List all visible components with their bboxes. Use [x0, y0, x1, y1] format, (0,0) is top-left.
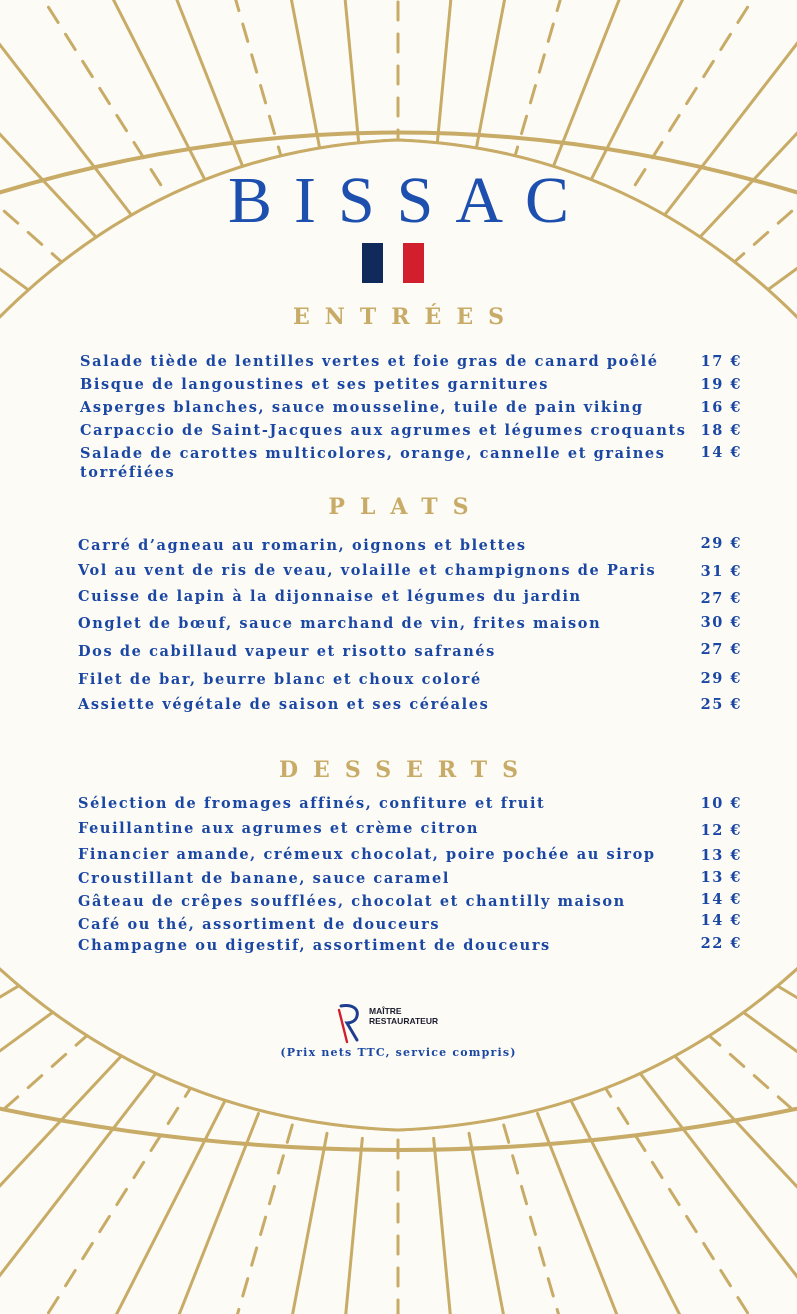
menu-item-name: Feuillantine aux agrumes et crème citron [78, 820, 480, 837]
section-title-entrees: ENTRÉES [293, 304, 519, 330]
menu-item-price: 16 € [700, 399, 742, 416]
menu-item-price: 31 € [700, 563, 742, 580]
menu-item-name: Sélection de fromages affinés, confiture et fruit [78, 795, 546, 812]
badge-line-1: MAÎTRE [369, 1006, 402, 1016]
menu-item-price: 14 € [700, 891, 742, 908]
menu-item-price: 17 € [700, 353, 742, 370]
menu-item-price: 18 € [700, 422, 742, 439]
menu-item-name: Onglet de bœuf, sauce marchand de vin, frites maison [78, 615, 602, 632]
menu-item-name: Cuisse de lapin à la dijonnaise et légumes du jardin [78, 588, 582, 605]
menu-item-price: 14 € [700, 444, 742, 461]
menu-item-price: 19 € [700, 376, 742, 393]
french-flag-icon [362, 243, 424, 283]
menu-item-name: Café ou thé, assortiment de douceurs [78, 916, 441, 933]
menu-item-name: Assiette végétale de saison et ses céréales [78, 696, 490, 713]
flag-stripe-blue [362, 243, 383, 283]
menu-item-price: 12 € [700, 822, 742, 839]
menu-item-price: 30 € [700, 614, 742, 631]
price-note: (Prix nets TTC, service compris) [280, 1046, 517, 1059]
menu-item-name: Dos de cabillaud vapeur et risotto safranés [78, 643, 496, 660]
menu-item-price: 27 € [700, 641, 742, 658]
menu-item-name: Vol au vent de ris de veau, volaille et champignons de Paris [78, 562, 657, 579]
menu-item-price: 10 € [700, 795, 742, 812]
flag-stripe-red [403, 243, 424, 283]
menu-item-name: Filet de bar, beurre blanc et choux coloré [78, 671, 482, 688]
menu-item-price: 29 € [700, 535, 742, 552]
section-title-plats: PLATS [328, 494, 484, 520]
menu-item-price: 27 € [700, 590, 742, 607]
menu-item-price: 14 € [700, 912, 742, 929]
badge-line-2: RESTAURATEUR [369, 1016, 439, 1026]
badge-text [369, 1006, 438, 1026]
restaurant-name: BISSAC [227, 164, 592, 237]
menu-item-price: 25 € [700, 696, 742, 713]
menu-item-name: Salade tiède de lentilles vertes et foie gras de canard poêlé [80, 353, 659, 370]
menu-item-name: Financier amande, crémeux chocolat, poire pochée au sirop [78, 846, 656, 863]
menu-item-name: Gâteau de crêpes soufflées, chocolat et chantilly maison [78, 893, 626, 910]
menu-item-name: Carré d’agneau au romarin, oignons et blettes [78, 537, 527, 554]
menu-item-price: 13 € [700, 869, 742, 886]
menu-item-name: Asperges blanches, sauce mousseline, tuile de pain viking [80, 399, 644, 416]
menu-item-price: 22 € [700, 935, 742, 952]
menu-item-name: Champagne ou digestif, assortiment de douceurs [78, 937, 551, 954]
menu-item-price: 13 € [700, 847, 742, 864]
menu-item-name: Croustillant de banane, sauce caramel [78, 870, 450, 887]
menu-item-name: Salade de carottes multicolores, orange, cannelle et graines torréfiées [80, 445, 666, 481]
menu-item-price: 29 € [700, 670, 742, 687]
menu-item-name: Bisque de langoustines et ses petites garnitures [80, 376, 550, 393]
flag-stripe-white [383, 243, 404, 283]
menu-item-name: Carpaccio de Saint-Jacques aux agrumes et légumes croquants [80, 422, 687, 439]
section-title-desserts: DESSERTS [278, 757, 534, 783]
